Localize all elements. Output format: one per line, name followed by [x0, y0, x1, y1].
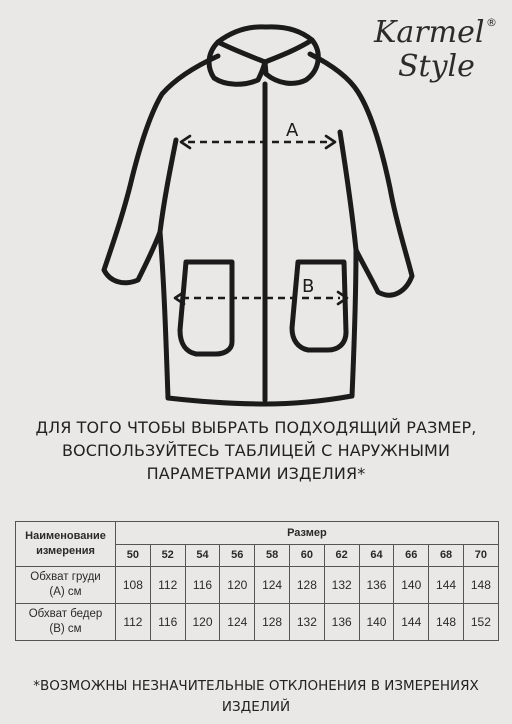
- value-cell: 144: [394, 604, 429, 641]
- value-cell: 112: [150, 567, 185, 604]
- measurement-name-header: [16, 522, 116, 567]
- heading-line-1: ДЛЯ ТОГО ЧТОБЫ ВЫБРАТЬ ПОДХОДЯЩИЙ РАЗМЕР,: [35, 418, 477, 437]
- logo-registered-mark: ®: [486, 16, 497, 29]
- value-cell: 128: [255, 604, 290, 641]
- value-cell: 120: [185, 604, 220, 641]
- value-cell: 120: [220, 567, 255, 604]
- pocket-left: [180, 262, 232, 354]
- size-cell: 60: [289, 544, 324, 567]
- value-cell: 124: [220, 604, 255, 641]
- value-cell: 148: [429, 604, 464, 641]
- coat-illustration: [90, 12, 420, 412]
- size-cell: 62: [324, 544, 359, 567]
- value-cell: 112: [116, 604, 151, 641]
- measure-a-label: A: [286, 120, 299, 141]
- coat-outline-left: [104, 56, 265, 404]
- neckband: [218, 27, 312, 42]
- row-label-hips-line-1: Обхват бедер: [28, 608, 103, 620]
- value-cell: 144: [429, 567, 464, 604]
- size-cell: 70: [463, 544, 498, 567]
- row-label-hips: [16, 604, 116, 641]
- size-cell: 58: [255, 544, 290, 567]
- sleeve-seam-right: [340, 132, 356, 250]
- row-label-chest: [16, 567, 116, 604]
- size-cell: 56: [220, 544, 255, 567]
- size-table-header-row: [16, 522, 499, 545]
- value-cell: 116: [185, 567, 220, 604]
- coat-outline-right: [265, 54, 412, 404]
- table-row: [16, 604, 499, 641]
- size-header: Размер: [116, 522, 499, 545]
- logo-karmel: Karmel: [374, 15, 485, 50]
- value-cell: 140: [359, 604, 394, 641]
- value-cell: 108: [116, 567, 151, 604]
- size-cell: 64: [359, 544, 394, 567]
- value-cell: 152: [463, 604, 498, 641]
- size-cell: 68: [429, 544, 464, 567]
- value-cell: 132: [324, 567, 359, 604]
- logo-style: Style: [398, 49, 475, 84]
- value-cell: 116: [150, 604, 185, 641]
- value-cell: 148: [463, 567, 498, 604]
- value-cell: 136: [359, 567, 394, 604]
- value-cell: 124: [255, 567, 290, 604]
- measurement-footnote: [10, 676, 502, 718]
- value-cell: 136: [324, 604, 359, 641]
- collar-right: [265, 40, 318, 83]
- heading-line-3: ПАРАМЕТРАМИ ИЗДЕЛИЯ*: [146, 464, 366, 483]
- value-cell: 128: [289, 567, 324, 604]
- size-cell: 50: [116, 544, 151, 567]
- size-table: [15, 521, 499, 641]
- footnote-line-1: *ВОЗМОЖНЫ НЕЗНАЧИТЕЛЬНЫЕ ОТКЛОНЕНИЯ В ИЗМЕРЕНИЯХ: [33, 678, 479, 694]
- table-row: [16, 567, 499, 604]
- row-label-chest-line-1: Обхват груди: [30, 571, 101, 583]
- collar-left: [209, 42, 265, 84]
- value-cell: 132: [289, 604, 324, 641]
- row-label-hips-line-2: (В) см: [49, 623, 82, 635]
- arrowhead-a-right: [326, 136, 335, 148]
- row-label-chest-line-2: (А) см: [49, 586, 82, 598]
- measure-b-label: B: [302, 276, 315, 297]
- size-instruction-heading: [20, 416, 492, 485]
- sleeve-seam-left: [160, 140, 176, 232]
- size-cell: 66: [394, 544, 429, 567]
- size-cell: 54: [185, 544, 220, 567]
- value-cell: 140: [394, 567, 429, 604]
- pocket-right: [292, 262, 346, 350]
- measurement-name-header-line-2: измерения: [36, 545, 95, 557]
- size-cell: 52: [150, 544, 185, 567]
- measurement-name-header-line-1: Наименование: [25, 530, 106, 542]
- heading-line-2: ВОСПОЛЬЗУЙТЕСЬ ТАБЛИЦЕЙ С НАРУЖНЫМИ: [61, 441, 451, 460]
- footnote-line-2: ИЗДЕЛИЙ: [221, 699, 291, 715]
